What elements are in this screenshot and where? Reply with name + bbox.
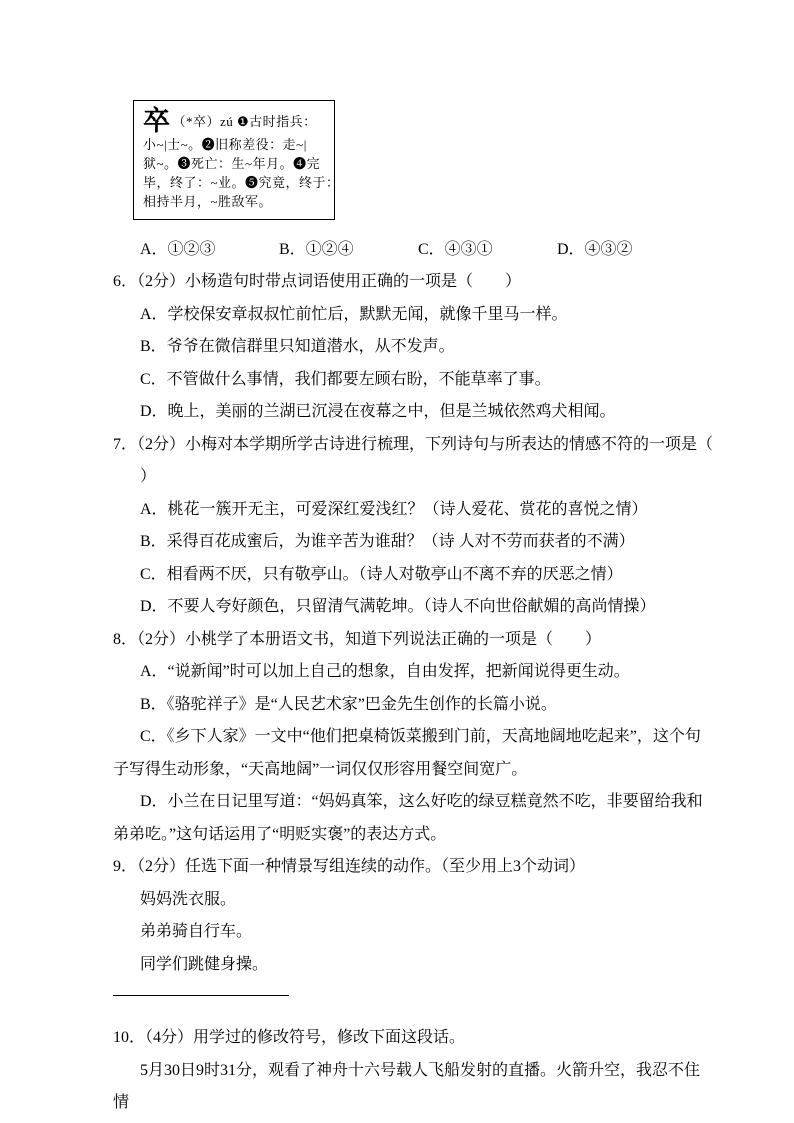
dictionary-line-1 <box>143 108 325 135</box>
question-7-option-d: D．不要人夸好颜色，只留清气满乾坤。（诗人不向世俗献媚的高尚情操） <box>140 598 656 615</box>
dictionary-line-4: 毕，终了：~业。❺究竟，终于： <box>143 175 340 190</box>
question-10-stem: 10．（4分）用学过的修改符号，修改下面这段话。 <box>113 1029 466 1046</box>
question-7-option-b: B．采得百花成蜜后，为谁辛苦为谁甜？（诗 人对不劳而获者的不满） <box>140 533 635 550</box>
choice-d: D．④③② <box>557 241 633 258</box>
question-6-option-d: D．晚上，美丽的兰湖已沉浸在夜幕之中，但是兰城依然鸡犬相闻。 <box>140 403 616 420</box>
dictionary-line-5: 相持半月，~胜敌军。 <box>143 194 273 209</box>
choice-c: C．④③① <box>418 241 493 258</box>
choice-b: B．①②④ <box>279 241 354 258</box>
dictionary-headword: 卒 <box>143 106 171 136</box>
question-7-stem-continuation: ） <box>140 468 157 485</box>
choice-a: A．①②③ <box>140 241 216 258</box>
question-9-item-2: 弟弟骑自行车。 <box>140 923 253 940</box>
question-8-option-b: B．《骆驼祥子》是“人民艺术家”巴金先生创作的长篇小说。 <box>140 695 557 713</box>
question-8-option-c: C．《乡下人家》一文中“他们把桌椅饭菜搬到门前，天高地阔地吃起来”，这个句子写得生动形象，“天高地阔”一词仅仅形容用餐空间宽广。 <box>113 728 701 778</box>
question-9-stem: 9．（2分）任选下面一种情景写组连续的动作。（至少用上3个动词） <box>113 858 586 875</box>
dictionary-entry-box <box>133 100 340 220</box>
question-9-item-1: 妈妈洗衣服。 <box>140 890 237 908</box>
question-8-option-d: D．小兰在日记里写道：“妈妈真笨，这么好吃的绿豆糕竟然不吃，非要留给我和弟弟吃。”这句话运用了“明贬实褒”的表达方式。 <box>113 793 703 843</box>
answer-choice-row <box>140 234 714 266</box>
question-7-stem: 7．（2分）小梅对本学期所学古诗进行梳理，下列诗句与所表达的情感不符的一项是（ <box>113 435 714 453</box>
question-7-option-c: C．相看两不厌，只有敬亭山。（诗人对敬亭山不离不弃的厌恶之情） <box>140 565 623 583</box>
question-6-stem: 6．（2分）小杨造句时带点词语使用正确的一项是（ ） <box>113 273 522 290</box>
dictionary-line-1-text: （*卒）zú ❶古时指兵： <box>172 114 317 129</box>
answer-blank-line <box>113 985 289 996</box>
dictionary-line-2: 小~|士~。❷旧称差役：走~| <box>143 137 307 152</box>
question-8-stem: 8．（2分）小桃学了本册语文书，知道下列说法正确的一项是（ ） <box>113 630 602 648</box>
question-6-option-a: A．学校保安章叔叔忙前忙后，默默无闻，就像千里马一样。 <box>140 305 568 323</box>
question-6-option-b: B．爷爷在微信群里只知道潜水，从不发声。 <box>140 338 455 355</box>
question-6-option-c: C．不管做什么事情，我们都要左顾右盼，不能草率了事。 <box>140 370 551 388</box>
question-8-option-a: A．“说新闻”时可以加上自己的想象，自由发挥，把新闻说得更生动。 <box>140 663 630 680</box>
question-7-option-a: A．桃花一簇开无主，可爱深红爱浅红？（诗人爱花、赏花的喜悦之情） <box>140 500 648 518</box>
question-9-item-3: 同学们跳健身操。 <box>140 955 269 973</box>
question-10-passage: 5月30日9时31分，观看了神舟十六号载人飞船发射的直播。火箭升空，我忍不住情 <box>113 1061 701 1111</box>
dictionary-line-3: 狱~。❸死亡：生~年月。❹完 <box>143 156 321 171</box>
